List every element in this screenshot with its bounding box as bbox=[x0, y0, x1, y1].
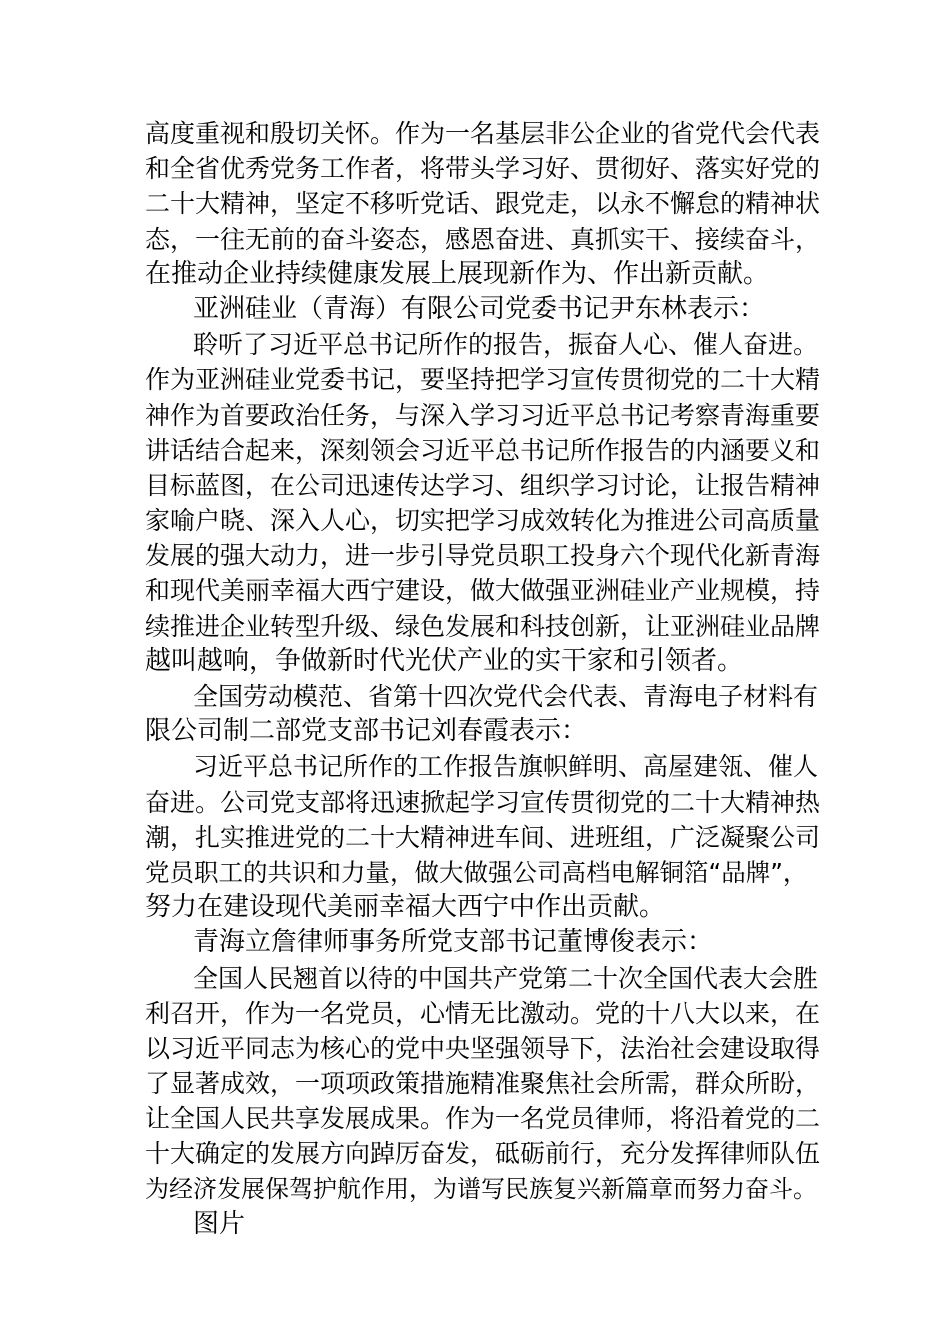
text-line: 习近平总书记所作的工作报告旗帜鲜明、高屋建瓴、催人 bbox=[193, 752, 819, 782]
text-line: 限公司制二部党支部书记刘春霞表示： bbox=[145, 716, 588, 747]
text-line: 青海立詹律师事务所党支部书记董博俊表示： bbox=[193, 927, 714, 958]
article-body bbox=[145, 116, 820, 1242]
text-line: 了显著成效，一项项政策措施精准聚焦社会所需，群众所盼， bbox=[145, 1069, 821, 1099]
text-line: 让全国人民共享发展成果。作为一名党员律师，将沿着党的二 bbox=[145, 1104, 821, 1134]
text-line: 奋进。公司党支部将迅速掀起学习宣传贯彻党的二十大精神热 bbox=[145, 787, 821, 817]
text-line: 党员职工的共识和力量，做大做强公司高档电解铜箔“品牌”， bbox=[145, 857, 808, 887]
text-line: 二十大精神，坚定不移听党话、跟党走，以永不懈怠的精神状 bbox=[145, 189, 821, 219]
text-line: 家喻户晓、深入人心，切实把学习成效转化为推进公司高质量 bbox=[145, 506, 821, 536]
text-line: 作为亚洲硅业党委书记，要坚持把学习宣传贯彻党的二十大精 bbox=[145, 365, 821, 395]
text-line: 和全省优秀党务工作者，将带头学习好、贯彻好、落实好党的 bbox=[145, 154, 821, 184]
text-line: 图片 bbox=[193, 1208, 246, 1239]
text-line: 全国人民翘首以待的中国共产党第二十次全国代表大会胜 bbox=[193, 963, 819, 993]
text-line: 态，一往无前的奋斗姿态，感恩奋进、真抓实干、接续奋斗， bbox=[145, 224, 821, 254]
text-line: 讲话结合起来，深刻领会习近平总书记所作报告的内涵要义和 bbox=[145, 435, 821, 465]
text-line: 续推进企业转型升级、绿色发展和科技创新，让亚洲硅业品牌 bbox=[145, 611, 821, 641]
text-line: 高度重视和殷切关怀。作为一名基层非公企业的省党代会代表 bbox=[145, 119, 821, 148]
text-line: 亚洲硅业（青海）有限公司党委书记尹东林表示： bbox=[193, 293, 766, 324]
text-line: 在推动企业持续健康发展上展现新作为、作出新贡献。 bbox=[145, 258, 770, 289]
text-line: 神作为首要政治任务，与深入学习习近平总书记考察青海重要 bbox=[145, 400, 821, 430]
text-line: 全国劳动模范、省第十四次党代会代表、青海电子材料有 bbox=[193, 682, 819, 711]
text-line: 以习近平同志为核心的党中央坚强领导下，法治社会建设取得 bbox=[145, 1033, 821, 1063]
text-line: 聆听了习近平总书记所作的报告，振奋人心、催人奋进。 bbox=[193, 330, 819, 360]
text-line: 努力在建设现代美丽幸福大西宁中作出贡献。 bbox=[145, 892, 666, 923]
text-line: 目标蓝图，在公司迅速传达学习、组织学习讨论，让报告精神 bbox=[145, 470, 821, 500]
text-line: 利召开，作为一名党员，心情无比激动。党的十八大以来，在 bbox=[145, 998, 821, 1028]
text-line: 为经济发展保驾护航作用，为谱写民族复兴新篇章而努力奋斗。 bbox=[145, 1174, 817, 1203]
text-line: 发展的强大动力，进一步引导党员职工投身六个现代化新青海 bbox=[145, 541, 821, 571]
text-line: 越叫越响，争做新时代光伏产业的实干家和引领者。 bbox=[145, 645, 744, 676]
text-line: 和现代美丽幸福大西宁建设，做大做强亚洲硅业产业规模，持 bbox=[145, 576, 821, 606]
text-line: 十大确定的发展方向踔厉奋发，砥砺前行，充分发挥律师队伍 bbox=[145, 1139, 821, 1169]
text-line: 潮，扎实推进党的二十大精神进车间、进班组，广泛凝聚公司 bbox=[145, 822, 821, 852]
